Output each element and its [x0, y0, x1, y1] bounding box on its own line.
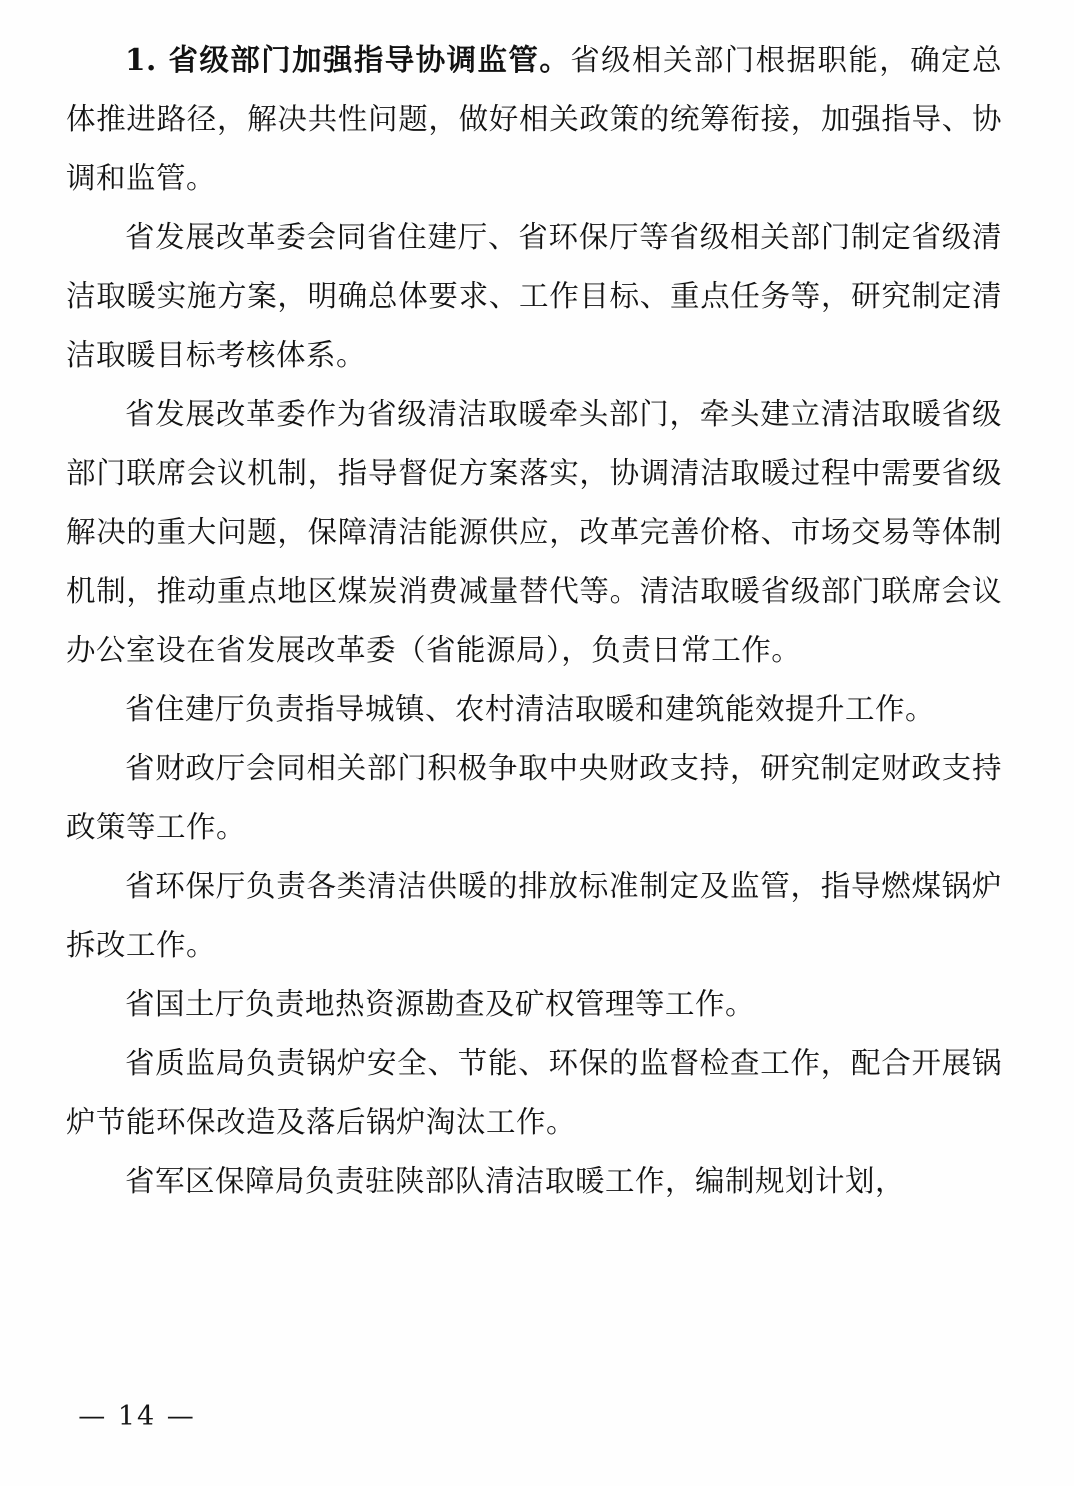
paragraph	[66, 680, 1002, 739]
paragraph	[66, 385, 1002, 680]
paragraph-text: 省财政厅会同相关部门积极争取中央财政支持，研究制定财政支持政策等工作。	[66, 751, 1002, 844]
document-body	[66, 30, 1002, 1211]
paragraph	[66, 739, 1002, 857]
paragraph	[66, 975, 1002, 1034]
paragraph-text: 省级相关部门根据职能，确定总体推进路径，解决共性问题，做好相关政策的统筹衔接，加强指导、协调和监管。	[66, 43, 1002, 195]
paragraph-text: 省住建厅负责指导城镇、农村清洁取暖和建筑能效提升工作。	[125, 692, 936, 726]
paragraph	[66, 1034, 1002, 1152]
paragraph-lead: 1. 省级部门加强指导协调监管。	[125, 42, 571, 77]
paragraph	[66, 857, 1002, 975]
paragraph	[66, 30, 1002, 208]
paragraph-text: 省发展改革委会同省住建厅、省环保厅等省级相关部门制定省级清洁取暖实施方案，明确总体要求、工作目标、重点任务等，研究制定清洁取暖目标考核体系。	[66, 220, 1002, 372]
paragraph-text: 省军区保障局负责驻陕部队清洁取暖工作，编制规划计划，	[125, 1164, 906, 1198]
paragraph	[66, 1152, 1002, 1211]
paragraph-text: 省质监局负责锅炉安全、节能、环保的监督检查工作，配合开展锅炉节能环保改造及落后锅炉淘汰工作。	[66, 1046, 1002, 1139]
paragraph-text: 省国土厅负责地热资源勘查及矿权管理等工作。	[125, 987, 756, 1021]
page-number: — 14 —	[78, 1401, 196, 1432]
paragraph-text: 省环保厅负责各类清洁供暖的排放标准制定及监管，指导燃煤锅炉拆改工作。	[66, 869, 1002, 962]
page-footer	[0, 1401, 1074, 1432]
paragraph	[66, 208, 1002, 385]
paragraph-text: 省发展改革委作为省级清洁取暖牵头部门，牵头建立清洁取暖省级部门联席会议机制，指导督促方案落实，协调清洁取暖过程中需要省级解决的重大问题，保障清洁能源供应，改革完善价格、市场交易等体制机制，推动重点地区煤炭消费减量替代等。清洁取暖省级部门联席会议办公室设在省发展改革委（省能源局），负责日常工作。	[66, 397, 1002, 667]
